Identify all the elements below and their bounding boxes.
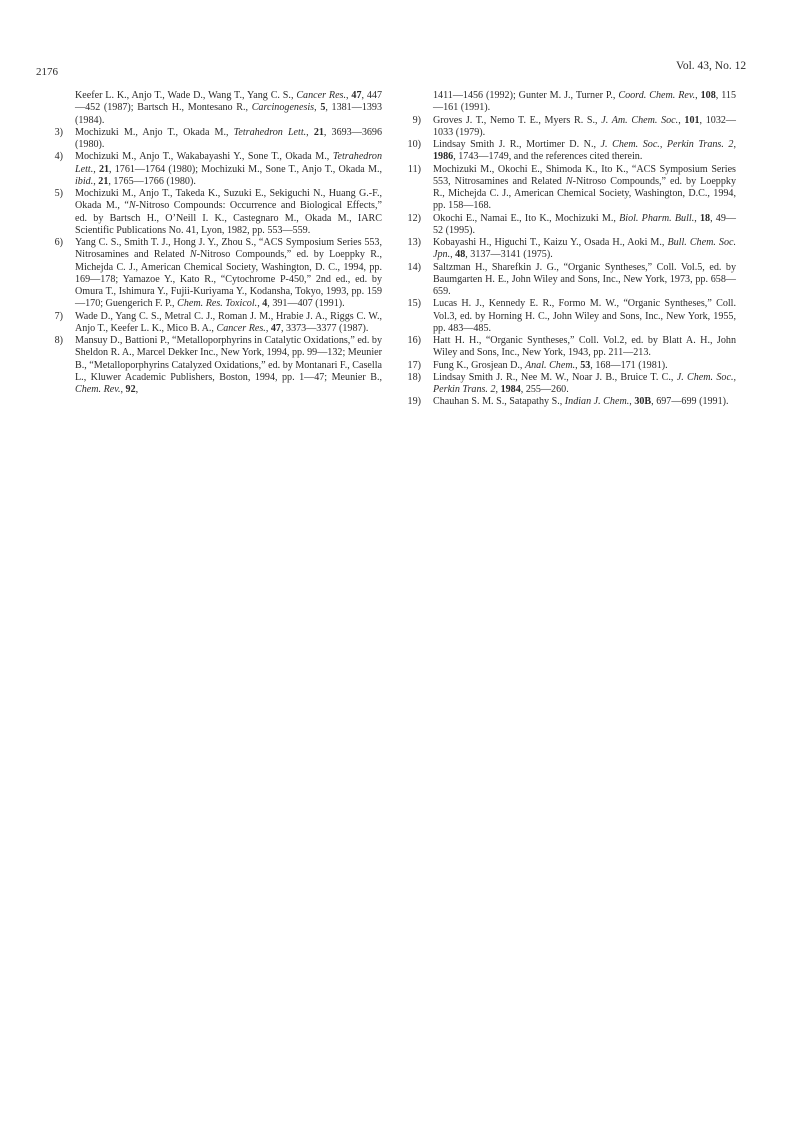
citation-text: , (306, 126, 314, 138)
reference-text (433, 115, 736, 140)
citation-text: Wade D., Yang C. S., Metral C. J., Roman J. M., Hrabie J. A., Riggs C. W., Anjo T., Keefer L. K., Mico B. A., (75, 310, 382, 334)
citation-text: Lucas H. J., Kennedy E. R., Formo M. W., “Organic Syntheses,” Coll. Vol.3, ed. by Horning H. C., John Wiley and Sons, Inc., New York, 1955, pp. 483—485. (433, 298, 736, 334)
journal-title: Biol. Pharm. Bull. (619, 212, 695, 224)
reference-text (433, 372, 736, 397)
reference-text (433, 396, 736, 408)
reference-text (433, 164, 736, 213)
citation-text: , 1381—1393 (1984). (75, 102, 383, 126)
volume-number: 18 (699, 212, 711, 224)
reference-item (39, 127, 382, 152)
citation-text: Mochizuki M., Anjo T., Takeda K., Suzuki E., Sekiguchi N., Huang G.-F., Okada M., “ (75, 188, 382, 212)
citation-text: , (495, 384, 501, 395)
reference-number: 7) (54, 310, 63, 322)
reference-text (433, 237, 736, 262)
citation-text: Okochi E., Namai E., Ito K., Mochizuki M., (433, 212, 620, 224)
journal-title: J. Chem. Soc., Perkin Trans. 2 (433, 371, 736, 395)
citation-text: Mochizuki M., Anjo T., Okada M., (75, 126, 234, 138)
volume-number: 21 (313, 126, 324, 138)
reference-text (75, 188, 382, 237)
reference-number: 4) (54, 151, 63, 163)
journal-title: Tetrahedron Lett. (233, 126, 307, 138)
volume-number: 101 (684, 114, 700, 126)
citation-text: , (93, 163, 99, 175)
reference-text (433, 90, 736, 115)
volume-number: 92 (125, 384, 136, 395)
journal-title: Indian J. Chem. (564, 396, 630, 408)
reference-number: 3) (54, 126, 63, 138)
citation-text: Keefer L. K., Anjo T., Wade D., Wang T., Yang C. S., (75, 90, 297, 101)
journal-title: Carcinogenesis (251, 102, 315, 114)
citation-text: , (629, 396, 635, 408)
journal-title: N (128, 200, 136, 212)
citation-text: Hatt H. H., “Organic Syntheses,” Coll. Vol.2, ed. by Blatt A. H., John Wiley and Sons, Inc., New York, 1943, pp. 211—213. (433, 335, 736, 359)
citation-text: , (733, 139, 736, 150)
reference-item (39, 237, 382, 311)
citation-text: Mochizuki M., Okochi E., Shimoda K., Ito K., “ACS Symposium Series 553, Nitrosamines and Related (433, 163, 736, 187)
references-left-column (39, 90, 382, 396)
volume-number: 4 (262, 298, 268, 310)
reference-text (433, 298, 736, 335)
journal-title: ibid. (75, 175, 94, 187)
reference-item (397, 164, 736, 213)
reference-text (75, 151, 382, 188)
journal-title: Cancer Res. (216, 322, 266, 334)
citation-text: , 49—52 (1995). (433, 212, 736, 236)
volume-number: 1986 (433, 151, 454, 163)
reference-number: 5) (54, 188, 63, 199)
reference-number: 16) (407, 335, 421, 346)
journal-title: J. Chem. Soc., Perkin Trans. 2 (600, 139, 734, 150)
citation-text: Lindsay Smith J. R., Mortimer D. N., (433, 139, 601, 150)
reference-item (397, 372, 736, 397)
reference-number: 12) (407, 212, 421, 224)
journal-title: Chem. Res. Toxicol. (177, 298, 258, 310)
citation-text: Fung K., Grosjean D., (433, 359, 525, 371)
citation-text: , 447—452 (1987); Bartsch H., Montesano R., (75, 90, 383, 114)
reference-item (397, 360, 736, 372)
reference-text (75, 90, 382, 127)
citation-text: , (93, 175, 99, 187)
reference-text (433, 335, 736, 360)
reference-item (397, 237, 736, 262)
reference-item (39, 311, 382, 336)
citation-text: , (346, 90, 352, 101)
citation-text: , 115—161 (1991). (433, 90, 736, 114)
reference-number: 10) (407, 139, 421, 150)
citation-text: , 3693—3696 (1980). (75, 126, 383, 150)
citation-text: , 1032—1033 (1979). (433, 114, 737, 138)
reference-text (433, 360, 736, 372)
citation-text: , (678, 114, 685, 126)
reference-number: 6) (54, 237, 63, 248)
reference-item (39, 151, 382, 188)
reference-number: 11) (407, 163, 421, 175)
journal-title: N (189, 249, 197, 261)
references-right-column (397, 90, 736, 409)
citation-text: , (135, 384, 139, 395)
reference-text (433, 139, 736, 164)
reference-number: 18) (407, 371, 421, 383)
citation-text: , 1765—1766 (1980). (108, 175, 196, 187)
citation-text: Lindsay Smith J. R., Nee M. W., Noar J. B., Bruice T. C., (433, 371, 677, 383)
citation-text: , 1743—1749, and the references cited therein. (453, 151, 643, 163)
reference-item (397, 335, 736, 360)
citation-text: , (575, 359, 581, 371)
reference-number: 14) (407, 261, 421, 273)
reference-item (397, 90, 736, 115)
volume-number: 47 (270, 322, 281, 334)
page-number: 2176 (36, 66, 58, 78)
citation-text: , 168—171 (1981). (590, 359, 668, 371)
citation-text: Kobayashi H., Higuchi T., Kaizu Y., Osada H., Aoki M., (433, 237, 668, 248)
volume-number: 47 (351, 90, 362, 101)
citation-text: , 391—407 (1991). (267, 298, 345, 310)
volume-number: 21 (98, 175, 109, 187)
reference-number: 8) (54, 335, 63, 346)
journal-title: Chem. Rev. (75, 384, 121, 395)
citation-text: -Nitroso Compounds,” ed. by Loeppky R., Michejda C. J., American Chemical Society, Washington, D. C., 1994, pp. 169—178; Yamazoe Y., Kato R., “Cytochrome P-450,” 2nd ed., ed. by Omura T., Ishimura Y., Fujii-Kuriyama Y., Kodansha, Tokyo, 1993, pp. 159—170; Guengerich F. P., (75, 249, 382, 310)
reference-text (75, 311, 382, 336)
reference-item (39, 335, 382, 396)
reference-item (397, 213, 736, 238)
citation-text: -Nitroso Compounds: Occurrence and Biological Effects,” ed. by Bartsch H., O’Neill I. K., Castegnaro M., Okada M., IARC Scientific Publications No. 41, Lyon, 1982, pp. 553—559. (75, 200, 382, 236)
volume-number: 48 (455, 249, 466, 261)
reference-text (75, 335, 382, 396)
citation-text: , (120, 384, 126, 395)
reference-number: 17) (407, 359, 421, 371)
journal-title: Cancer Res. (296, 90, 346, 101)
citation-text: 1411—1456 (1992); Gunter M. J., Turner P., (433, 90, 619, 101)
citation-text: , 3137—3141 (1975). (465, 249, 553, 261)
reference-text (75, 237, 382, 311)
journal-title: N (565, 175, 573, 187)
citation-text: , (314, 102, 321, 114)
reference-number: 15) (407, 298, 421, 310)
citation-text: , (694, 212, 700, 224)
citation-text: Mochizuki M., Anjo T., Wakabayashi Y., Sone T., Okada M., (75, 151, 333, 163)
citation-text: , 3373—3377 (1987). (280, 322, 369, 334)
citation-text: , 255—260. (520, 384, 569, 395)
citation-text: , (450, 249, 456, 261)
reference-number: 13) (407, 237, 421, 248)
citation-text: , 697—699 (1991). (651, 396, 729, 408)
reference-item (39, 188, 382, 237)
journal-title: Bull. Chem. Soc. Jpn. (433, 237, 737, 261)
volume-number: 5 (320, 102, 326, 114)
citation-text: , (265, 322, 271, 334)
reference-item (397, 298, 736, 335)
volume-number: 21 (98, 163, 110, 175)
journal-title: Tetrahedron Lett. (75, 151, 382, 175)
reference-text (433, 262, 736, 299)
reference-number: 9) (412, 114, 421, 126)
reference-item (39, 90, 382, 127)
reference-text (75, 127, 382, 152)
volume-number: 1984 (500, 384, 521, 395)
volume-number: 30B (634, 396, 652, 408)
citation-text: Chauhan S. M. S., Satapathy S., (433, 396, 565, 408)
journal-title: Anal. Chem. (524, 359, 576, 371)
citation-text: , (257, 298, 263, 310)
reference-number: 19) (407, 396, 421, 408)
reference-item (397, 115, 736, 140)
journal-title: J. Am. Chem. Soc. (601, 114, 679, 126)
reference-item (397, 139, 736, 164)
journal-issue: Vol. 43, No. 12 (676, 60, 747, 72)
citation-text: , 1761—1764 (1980); Mochizuki M., Sone T., Anjo T., Okada M., (109, 163, 382, 175)
volume-number: 53 (580, 359, 591, 371)
citation-text: Mansuy D., Battioni P., “Metalloporphyrins in Catalytic Oxidations,” ed. by Sheldon R. A., Marcel Dekker Inc., New York, 1994, pp. 99—132; Meunier B., “Metalloporphyrins Catalyzed Oxidations,” ed. by Montanari F., Casella L., Kluwer Academic Publishers, Boston, 1994, pp. 1—47; Meunier B., (75, 335, 382, 383)
citation-text: Groves J. T., Nemo T. E., Myers R. S., (433, 114, 602, 126)
reference-item (397, 396, 736, 408)
citation-text: -Nitroso Compounds,” ed. by Loeppky R., Michejda C. J., American Chemical Society, Washington, D.C., 1994, pp. 158—168. (433, 175, 736, 212)
reference-text (433, 213, 736, 238)
citation-text: Yang C. S., Smith T. J., Hong J. Y., Zhou S., “ACS Symposium Series 553, Nitrosamines and Related (75, 237, 382, 261)
citation-text: Saltzman H., Sharefkin J. G., “Organic Syntheses,” Coll. Vol.5, ed. by Baumgarten H. E., John Wiley and Sons, Inc., New York, 1973, pp. 658—659. (433, 261, 736, 297)
journal-title: Coord. Chem. Rev. (618, 90, 696, 101)
volume-number: 108 (700, 90, 716, 101)
reference-item (397, 262, 736, 299)
citation-text: , (695, 90, 701, 101)
